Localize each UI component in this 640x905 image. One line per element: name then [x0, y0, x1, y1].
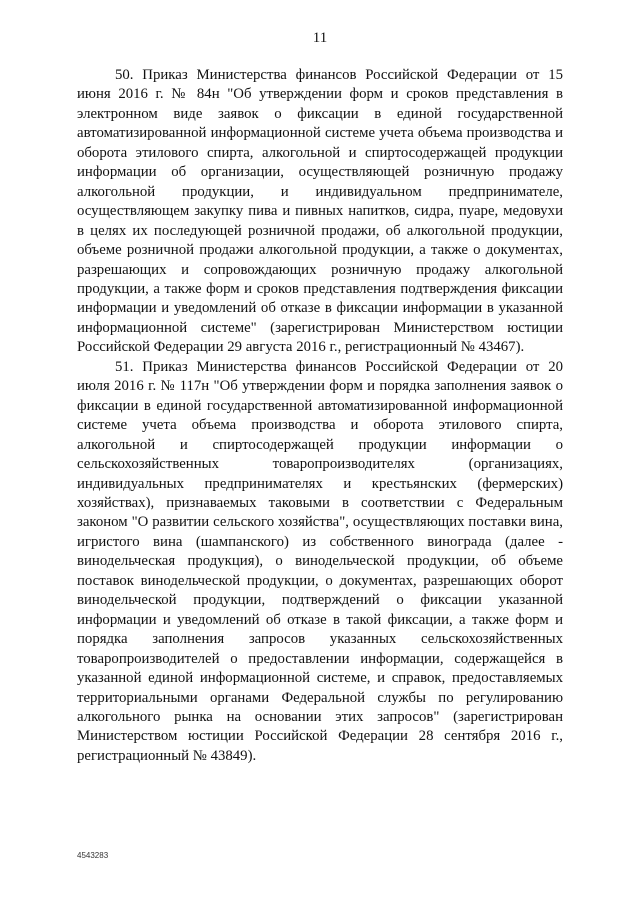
document-body	[77, 66, 563, 766]
page-number: 11	[312, 30, 328, 46]
list-item-51: 51. Приказ Министерства финансов Российской Федерации от 20 июля 2016 г. № 117н "Об утверждении форм и порядка заполнения заявок о фиксации в единой государственной автоматизированной информационной системе учета объема производства и оборота этилового спирта, алкогольной и спиртосодержащей продукции информации о сельскохозяйственных товаропроизводителях (организациях, индивидуальных предпринимателях и крестьянских (фермерских) хозяйствах), признаваемых таковыми в соответствии с Федеральным законом "О развитии сельского хозяйства", осуществляющих поставки вина, игристого вина (шампанского) из собственного винограда (далее - винодельческая продукция), о винодельческой продукции, об объеме поставок винодельческой продукции, о документах, разрешающих оборот винодельческой продукции, подтверждений о фиксации указанной информации и уведомлений об отказе в такой фиксации, а также форм и порядка заполнения запросов указанных сельскохозяйственных товаропроизводителей о предоставлении информации, содержащейся в указанной единой информационной системе, и справок, предоставляемых территориальными органами Федеральной службы по регулированию алкогольного рынка на основании этих запросов" (зарегистрирован Министерством юстиции Российской Федерации 28 сентября 2016 г., регистрационный № 43849).	[77, 358, 563, 764]
document-code: 4543283	[77, 851, 109, 860]
list-item-50: 50. Приказ Министерства финансов Российской Федерации от 15 июня 2016 г. № 84н "Об утверждении форм и сроков представления в электронном виде заявок о фиксации в единой государственной автоматизированной информационной системе учета объема производства и оборота этилового спирта, алкогольной и спиртосодержащей продукции информации об организации, осуществляющей розничную продажу алкогольной продукции, и индивидуальном предпринимателе, осуществляющем закупку пива и пивных напитков, сидра, пуаре, медовухи в целях их последующей розничной продажи, об алкогольной продукции, объеме розничной продажи алкогольной продукции, а также о документах, разрешающих и сопровождающих розничную продажу алкогольной продукции, а также форм и сроков представления подтверждения фиксации информации и уведомлений об отказе в фиксации информации в указанной информационной системе" (зарегистрирован Министерством юстиции Российской Федерации 29 августа 2016 г., регистрационный № 43467).	[77, 67, 563, 356]
